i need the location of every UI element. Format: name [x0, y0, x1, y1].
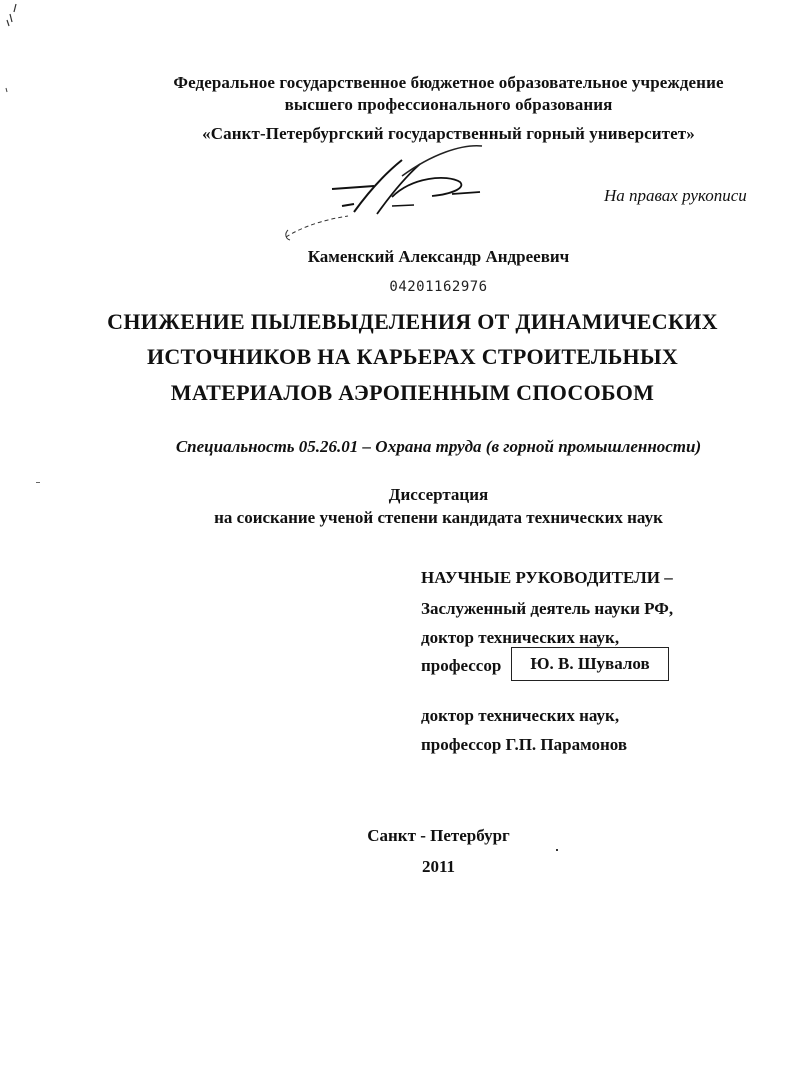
title-line-1: СНИЖЕНИЕ ПЫЛЕВЫДЕЛЕНИЯ ОТ ДИНАМИЧЕСКИХ [107, 309, 718, 334]
supervisor-1-rank: профессор [421, 656, 502, 675]
supervisor-1-degree: доктор технических наук, [421, 628, 620, 647]
signature [282, 142, 502, 242]
scan-speck [556, 849, 558, 851]
manuscript-note: На правах рукописи [604, 186, 747, 205]
city: Санкт - Петербург [367, 826, 510, 845]
registration-code: 04201162976 [389, 279, 488, 295]
title-line-3: МАТЕРИАЛОВ АЭРОПЕННЫМ СПОСОБОМ [170, 380, 655, 405]
supervisor-1-honor: Заслуженный деятель науки РФ, [421, 599, 674, 618]
supervisors-heading: НАУЧНЫЕ РУКОВОДИТЕЛИ – [421, 568, 673, 587]
degree-description: на соискание ученой степени кандидата технических наук [214, 508, 663, 527]
corner-marks [0, 0, 30, 100]
supervisor-1-name-box: Ю. В. Шувалов [511, 647, 669, 681]
scan-speck-left [36, 482, 40, 483]
author-name: Каменский Александр Андреевич [307, 247, 570, 266]
specialty: Специальность 05.26.01 – Охрана труда (в горной промышленности) [175, 437, 702, 456]
year: 2011 [421, 857, 456, 876]
supervisor-2-degree: доктор технических наук, [421, 706, 620, 725]
org-line-1: Федеральное государственное бюджетное образовательное учреждение [173, 73, 724, 92]
university-name: «Санкт-Петербургский государственный горный университет» [202, 124, 695, 143]
title-line-2: ИСТОЧНИКОВ НА КАРЬЕРАХ СТРОИТЕЛЬНЫХ [146, 344, 679, 369]
org-line-2: высшего профессионального образования [284, 95, 613, 114]
dissertation-label: Диссертация [388, 485, 489, 504]
supervisor-2-rank-name: профессор Г.П. Парамонов [421, 735, 628, 754]
